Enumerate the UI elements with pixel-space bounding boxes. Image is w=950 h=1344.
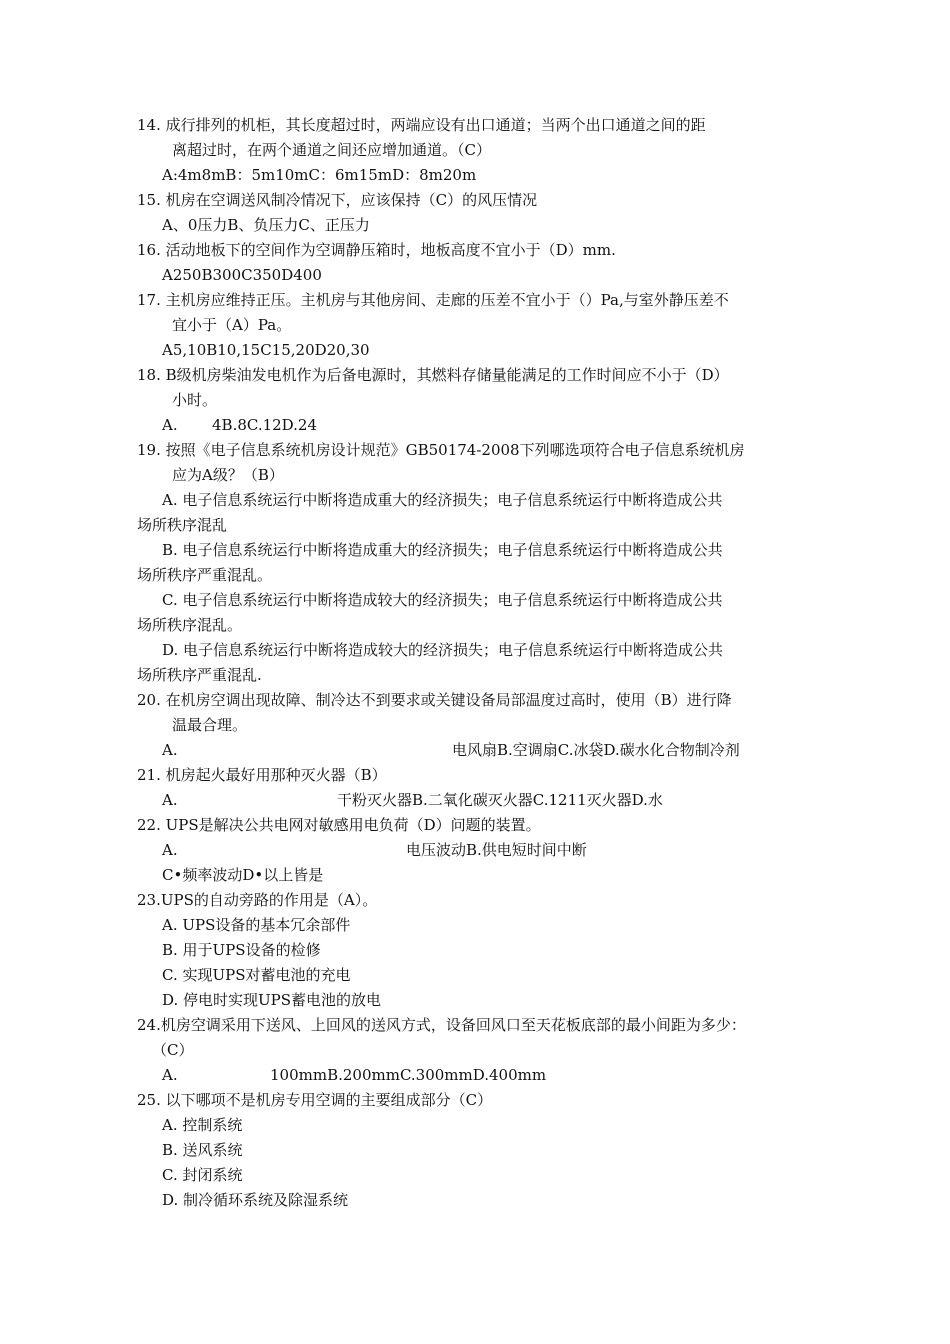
q17-line-2: 宜小于（A）Pa。 <box>172 316 292 334</box>
q24-line-2: （C） <box>152 1041 194 1059</box>
q24-line-1: 24.机房空调采用下送风、上回风的送风方式，设备回风口至天花板底部的最小间距为多少： <box>137 1016 746 1034</box>
q23-line-1: 23.UPS的自动旁路的作用是（A）。 <box>137 891 378 909</box>
q19-option-b-2: 场所秩序严重混乱。 <box>137 566 273 584</box>
q20-options: 电风扇B.空调扇C.冰袋D.碳水化合物制冷剂 <box>452 741 740 759</box>
q22-option-a-label: A. <box>162 841 178 859</box>
q19-option-a-2: 场所秩序混乱 <box>137 516 228 534</box>
q15-options: A、0压力B、负压力C、正压力 <box>162 216 370 234</box>
q23-option-a: A. UPS设备的基本冗余部件 <box>162 916 351 934</box>
q14-options: A:4m8mB：5m10mC：6m15mD：8m20m <box>162 166 477 184</box>
q18-line-2: 小时。 <box>172 391 218 409</box>
q19-option-b-1: B. 电子信息系统运行中断将造成重大的经济损失；电子信息系统运行中断将造成公共 <box>162 541 723 559</box>
q23-option-c: C. 实现UPS对蓄电池的充电 <box>162 966 351 984</box>
q19-option-c-1: C. 电子信息系统运行中断将造成较大的经济损失；电子信息系统运行中断将造成公共 <box>162 591 723 609</box>
q18-options: 4B.8C.12D.24 <box>212 416 318 434</box>
q14-line-2: 离超过时，在两个通道之间还应增加通道。（C） <box>172 141 491 159</box>
q21-line-1: 21. 机房起火最好用那种灭火器（B） <box>137 766 387 784</box>
q16-line-1: 16. 活动地板下的空间作为空调静压箱时，地板高度不宜小于（D）mm. <box>137 241 616 259</box>
q19-line-1: 19. 按照《电子信息系统机房设计规范》GB50174-2008下列哪选项符合电子信息系统机房 <box>137 441 745 459</box>
q15-line-1: 15. 机房在空调送风制冷情况下，应该保持（C）的风压情况 <box>137 191 538 209</box>
q22-line-1: 22. UPS是解决公共电网对敏感用电负荷（D）问题的装置。 <box>137 816 541 834</box>
q25-option-a: A. 控制系统 <box>162 1116 243 1134</box>
q20-line-1: 20. 在机房空调出现故障、制冷达不到要求或关键设备局部温度过高时，使用（B）进行降 <box>137 691 732 709</box>
q25-line-1: 25. 以下哪项不是机房专用空调的主要组成部分（C） <box>137 1091 493 1109</box>
q20-option-a-label: A. <box>162 741 178 759</box>
q23-option-d: D. 停电时实现UPS蓄电池的放电 <box>162 991 382 1009</box>
q25-option-c: C. 封闭系统 <box>162 1166 243 1184</box>
q16-options: A250B300C350D400 <box>162 266 322 284</box>
q25-option-b: B. 送风系统 <box>162 1141 243 1159</box>
q18-line-1: 18. B级机房柴油发电机作为后备电源时，其燃料存储量能满足的工作时间应不小于（D） <box>137 366 729 384</box>
q25-option-d: D. 制冷循环系统及除湿系统 <box>162 1191 349 1209</box>
q19-option-d-1: D. 电子信息系统运行中断将造成较大的经济损失；电子信息系统运行中断将造成公共 <box>162 641 724 659</box>
q22-options-cd: C•频率波动D•以上皆是 <box>162 866 324 884</box>
q23-option-b: B. 用于UPS设备的检修 <box>162 941 321 959</box>
q17-options: A5,10B10,15C15,20D20,30 <box>162 341 370 359</box>
q22-options-ab: 电压波动B.供电短时间中断 <box>406 841 587 859</box>
q20-line-2: 温最合理。 <box>172 716 248 734</box>
q19-option-a-1: A. 电子信息系统运行中断将造成重大的经济损失；电子信息系统运行中断将造成公共 <box>162 491 723 509</box>
q17-line-1: 17. 主机房应维持正压。主机房与其他房间、走廊的压差不宜小于（）Pa,与室外静压差不 <box>137 291 729 309</box>
q19-line-2: 应为A级？（B） <box>172 466 284 484</box>
q21-options: 干粉灭火器B.二氧化碳灭火器C.1211灭火器D.水 <box>337 791 663 809</box>
q24-option-a-label: A. <box>162 1066 178 1084</box>
q18-option-a-label: A. <box>162 416 178 434</box>
q24-options: 100mmB.200mmC.300mmD.400mm <box>270 1066 547 1084</box>
q21-option-a-label: A. <box>162 791 178 809</box>
q19-option-c-2: 场所秩序混乱。 <box>137 616 243 634</box>
q19-option-d-2: 场所秩序严重混乱. <box>137 666 262 684</box>
q14-line-1: 14. 成行排列的机柜，其长度超过时，两端应设有出口通道；当两个出口通道之间的距 <box>137 116 706 134</box>
